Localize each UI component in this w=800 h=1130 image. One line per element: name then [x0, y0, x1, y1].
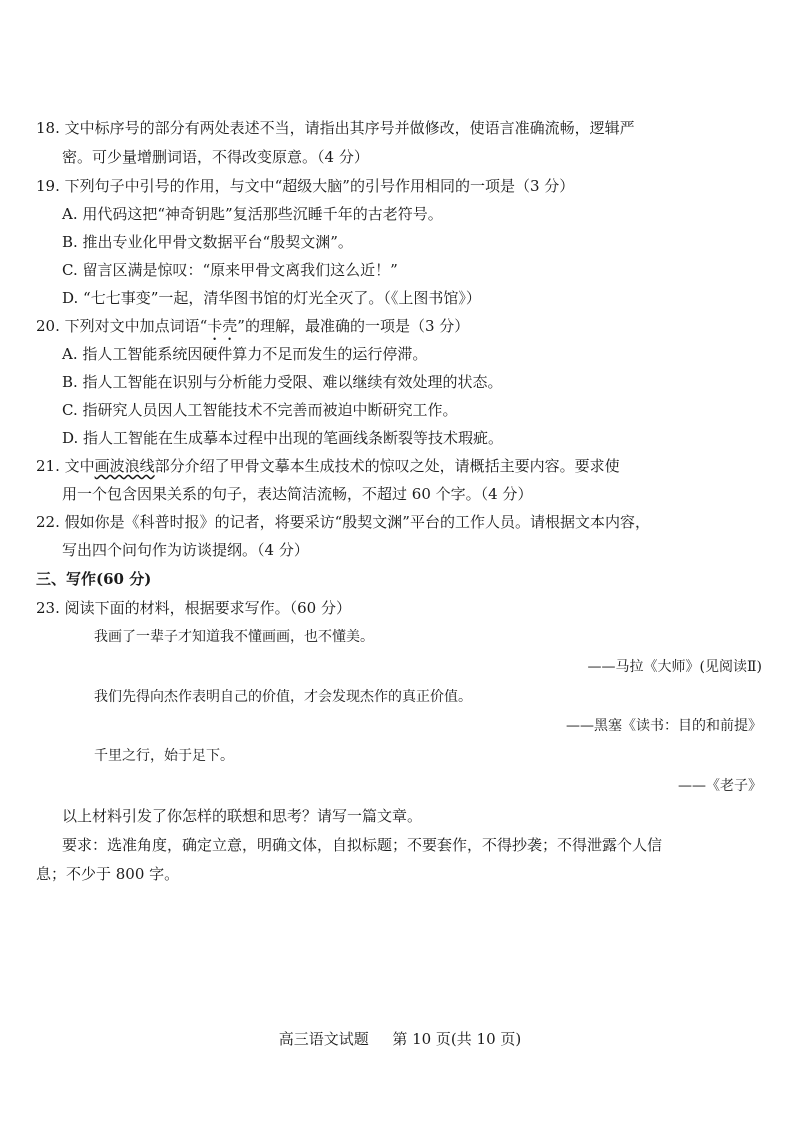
material-2-source: ——黑塞《读书：目的和前提》: [566, 718, 762, 734]
q20-stem-after: 的理解，最准确的一项是（3 分）: [244, 317, 470, 335]
page-footer: [0, 1029, 800, 1049]
material-3-source: ——《老子》: [678, 778, 762, 794]
q21-after: 部分介绍了甲骨文摹本生成技术的惊叹之处，请概括主要内容。要求使: [154, 457, 620, 475]
q21-before: 21. 文中: [36, 457, 95, 475]
requirement-line1: 要求：选准角度，确定立意，明确文体，自拟标题；不要套作，不得抄袭；不得泄露个人信: [62, 836, 663, 854]
q23-stem: 23. 阅读下面的材料，根据要求写作。（60 分）: [36, 599, 351, 617]
material-3-quote: 千里之行，始于足下。: [94, 748, 234, 764]
q20-stem-before: 20. 下列对文中加点词语: [36, 317, 200, 335]
q21-line2: 用一个包含因果关系的句子，表达简洁流畅，不超过 60 个字。（4 分）: [62, 485, 533, 503]
material-1-source: ——马拉《大师》(见阅读Ⅱ): [587, 659, 762, 675]
q22-line1: 22. 假如你是《科普时报》的记者，将要采访“殷契文渊”平台的工作人员。请根据文本内容，: [36, 513, 650, 531]
footer-title: 高三语文试题: [278, 1030, 369, 1048]
footer-page-number: 第 10 页(共 10 页): [392, 1030, 522, 1048]
q20-stem: [36, 316, 469, 344]
q19-stem: 19. 下列句子中引号的作用，与文中“超级大脑”的引号作用相同的一项是（3 分）: [36, 177, 575, 195]
q20-option-c: C. 指研究人员因人工智能技术不完善而被迫中断研究工作。: [62, 401, 458, 419]
q20-option-a: A. 指人工智能系统因硬件算力不足而发生的运行停滞。: [62, 345, 428, 363]
q18-line1: 18. 文中标序号的部分有两处表述不当，请指出其序号并做修改，使语言准确流畅，逻辑严: [36, 119, 635, 137]
q19-option-c: C. 留言区满是惊叹：“原来甲骨文离我们这么近！”: [62, 261, 398, 279]
q21-line1: [36, 456, 620, 476]
q21-wavy-text: 画波浪线: [94, 457, 155, 475]
q19-option-a: A. 用代码这把“神奇钥匙”复活那些沉睡千年的古老符号。: [62, 205, 443, 223]
q19-option-b: B. 推出专业化甲骨文数据平台“殷契文渊”。: [62, 233, 353, 251]
q22-line2: 写出四个问句作为访谈提纲。（4 分）: [62, 541, 309, 559]
q20-option-b: B. 指人工智能在识别与分析能力受限、难以继续有效处理的状态。: [62, 373, 503, 391]
material-1-quote: 我画了一辈子才知道我不懂画画，也不懂美。: [94, 629, 374, 645]
q18-line2: 密。可少量增删词语，不得改变原意。（4 分）: [62, 148, 369, 166]
q20-dotted-term: “卡壳”: [199, 317, 245, 335]
material-2-quote: 我们先得向杰作表明自己的价值，才会发现杰作的真正价值。: [94, 689, 472, 705]
q19-option-d: D. “七七事变”一起，清华图书馆的灯光全灭了。（《上图书馆》）: [62, 289, 481, 307]
section3-heading: 三、写作(60 分): [36, 570, 152, 588]
q20-option-d: D. 指人工智能在生成摹本过程中出现的笔画线条断裂等技术瑕疵。: [62, 429, 504, 447]
writing-prompt: 以上材料引发了你怎样的联想和思考？请写一篇文章。: [62, 807, 423, 825]
requirement-line2: 息；不少于 800 字。: [36, 865, 180, 883]
